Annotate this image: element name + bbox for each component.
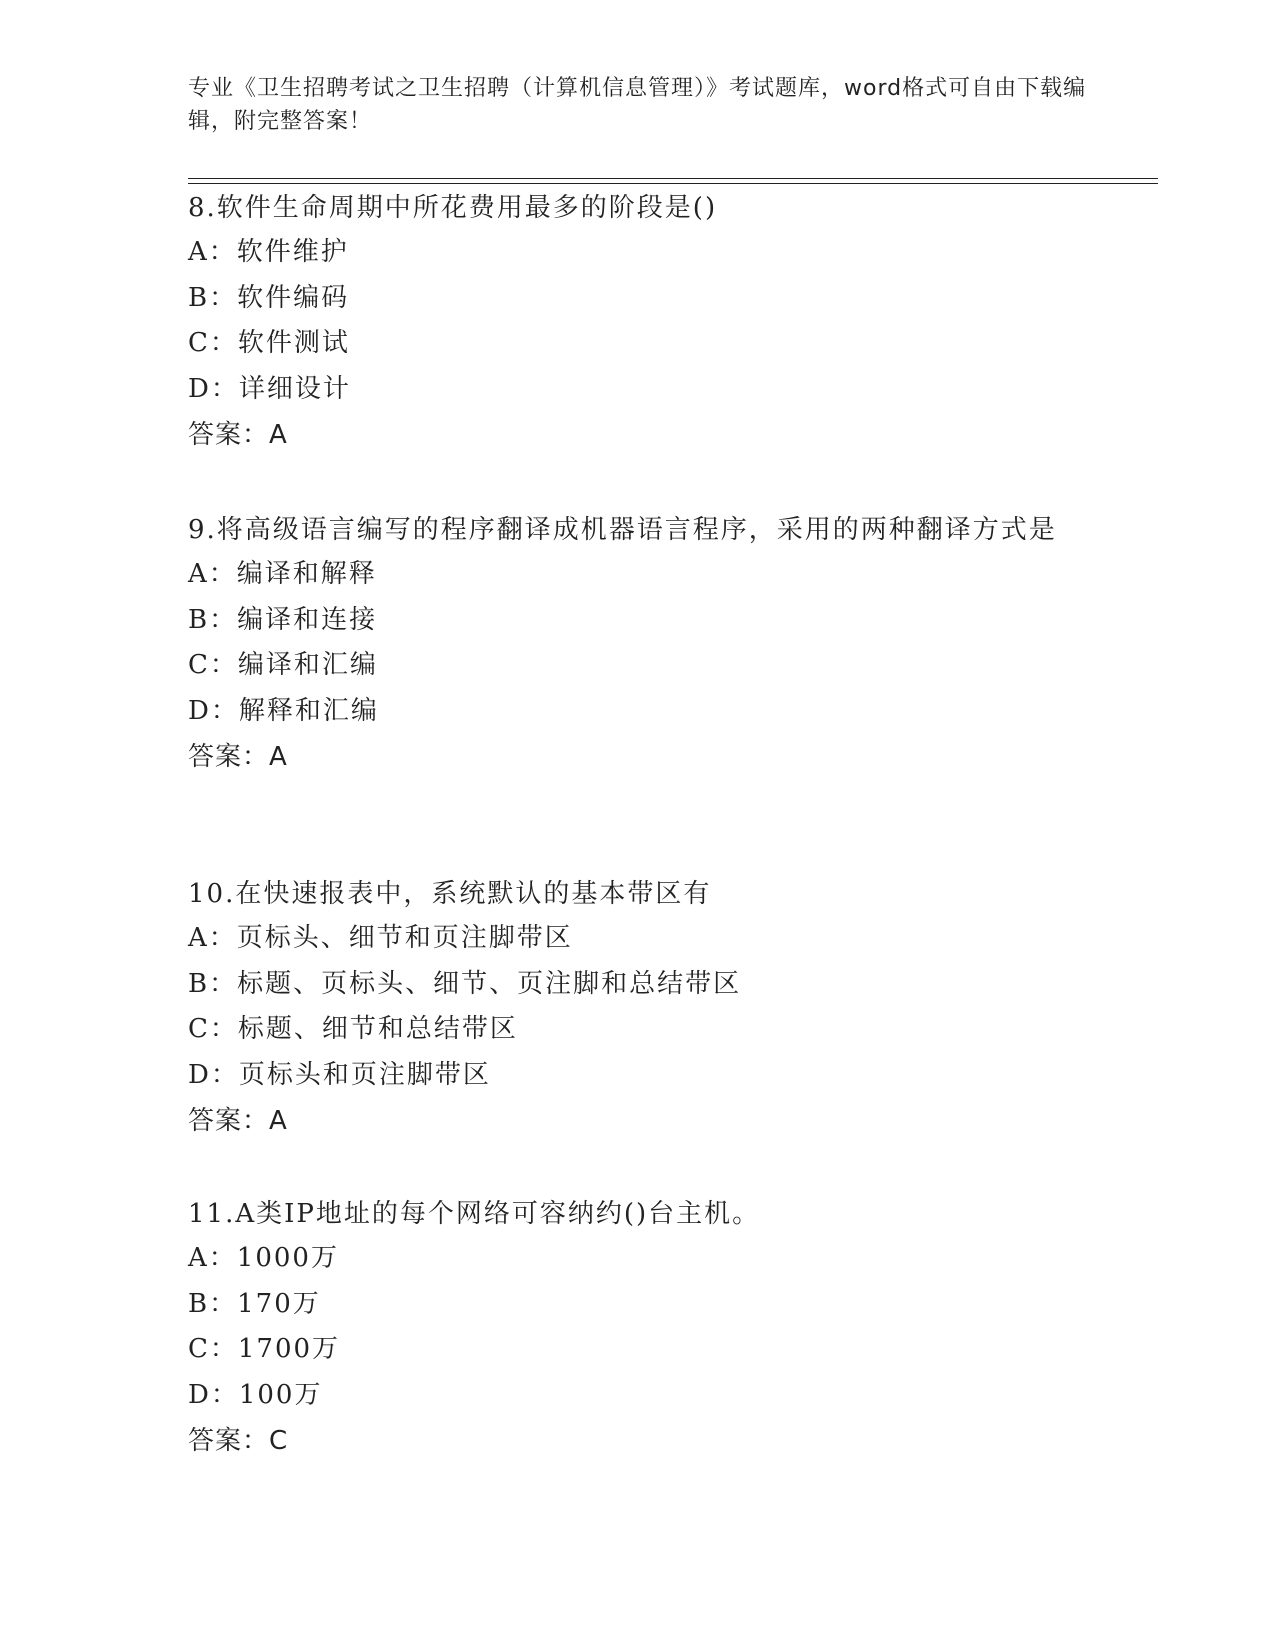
document-header: 专业《卫生招聘考试之卫生招聘（计算机信息管理）》考试题库，word格式可自由下载编辑，附完整答案！ <box>188 76 1087 134</box>
answer: 答案：C <box>188 1426 289 1456</box>
option-c: C：标题、细节和总结带区 <box>188 1014 518 1044</box>
question-10 <box>188 872 1088 1144</box>
question-text: 11.A类IP地址的每个网络可容纳约()台主机。 <box>188 1199 761 1229</box>
option-d: D：页标头和页注脚带区 <box>188 1059 491 1090</box>
option-a: A：页标头、细节和页注脚带区 <box>188 923 573 953</box>
option-d: D：解释和汇编 <box>188 695 379 726</box>
answer: 答案：A <box>188 1106 288 1136</box>
option-b: B：170万 <box>188 1288 321 1319</box>
option-b: B：软件编码 <box>188 282 350 313</box>
question-9 <box>188 508 1088 780</box>
option-d: D：100万 <box>188 1379 323 1410</box>
option-a: A：编译和解释 <box>188 559 377 589</box>
header-divider-second <box>188 183 1158 184</box>
question-text: 10.在快速报表中，系统默认的基本带区有 <box>188 879 712 909</box>
option-a: A：软件维护 <box>188 237 349 267</box>
answer: 答案：A <box>188 420 288 450</box>
option-b: B：编译和连接 <box>188 604 378 635</box>
option-d: D：详细设计 <box>188 373 351 404</box>
question-text: 8.软件生命周期中所花费用最多的阶段是() <box>188 193 718 223</box>
option-a: A：1000万 <box>188 1243 339 1273</box>
option-c: C：1700万 <box>188 1334 341 1364</box>
option-c: C：编译和汇编 <box>188 650 378 680</box>
question-11 <box>188 1192 1088 1464</box>
answer: 答案：A <box>188 742 288 772</box>
question-text: 9.将高级语言编写的程序翻译成机器语言程序，采用的两种翻译方式是 <box>188 515 1057 545</box>
option-b: B：标题、页标头、细节、页注脚和总结带区 <box>188 968 742 999</box>
question-8 <box>188 186 1088 458</box>
header-divider <box>188 178 1158 179</box>
option-c: C：软件测试 <box>188 328 350 358</box>
